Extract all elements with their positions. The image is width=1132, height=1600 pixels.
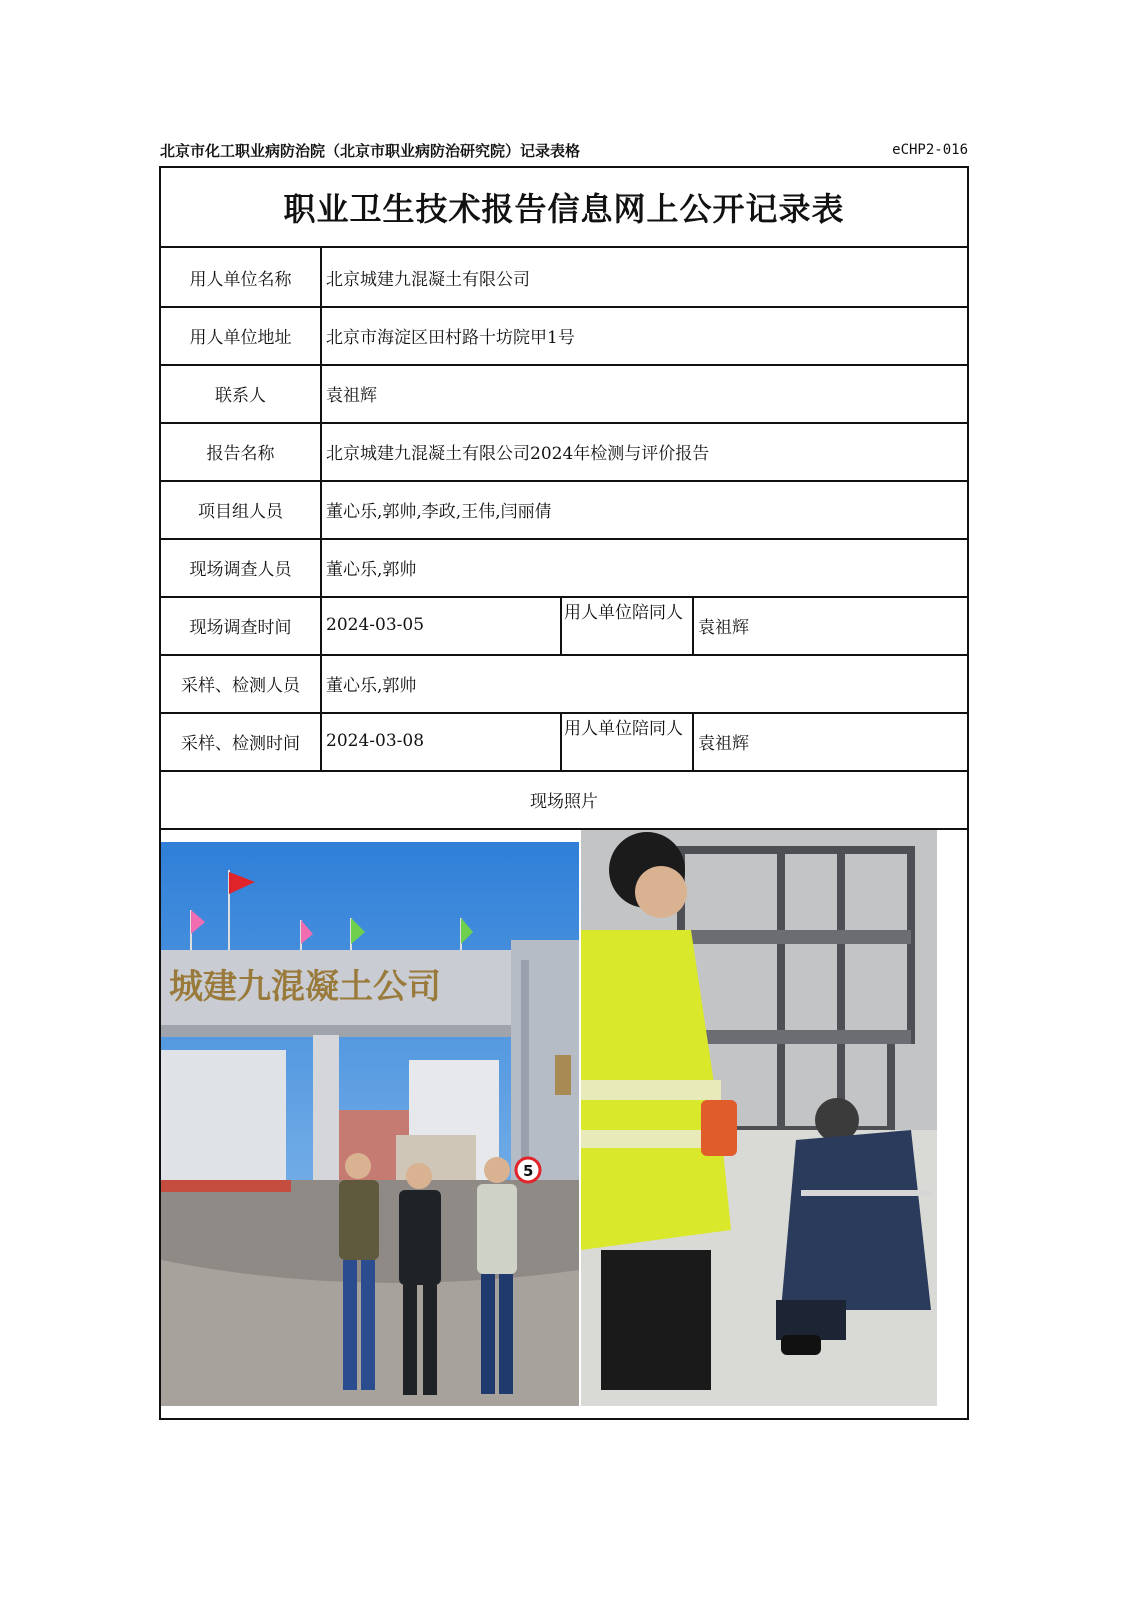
row-value: 董心乐,郭帅: [326, 675, 417, 696]
row-value: 2024-03-05: [324, 596, 562, 654]
workshop-photo-image: [581, 830, 937, 1406]
row-value: 董心乐,郭帅,李政,王伟,闫丽倩: [326, 501, 552, 522]
row-label: 项目组人员: [161, 480, 322, 538]
row-label: 采样、检测时间: [161, 712, 322, 770]
row-sub-value: 袁祖辉: [698, 733, 749, 754]
row-survey-date: [161, 596, 967, 656]
row-report-name: [161, 422, 967, 482]
row-project-team: [161, 480, 967, 540]
row-sub-value: 袁祖辉: [698, 617, 749, 638]
workshop-photo: [581, 830, 937, 1406]
form-title: 职业卫生技术报告信息网上公开记录表: [283, 190, 845, 228]
photo-section-label: 现场照片: [161, 770, 967, 830]
gate-photo: [161, 830, 579, 1406]
row-survey-staff: [161, 538, 967, 598]
row-label: 现场调查人员: [161, 538, 322, 596]
row-value: 北京城建九混凝土有限公司: [326, 269, 530, 290]
row-label: 报告名称: [161, 422, 322, 480]
row-label: 用人单位名称: [161, 248, 322, 306]
row-contact-person: [161, 364, 967, 424]
row-sub-label: 用人单位陪同人: [562, 712, 694, 770]
row-value: 2024-03-08: [324, 712, 562, 770]
row-label: 用人单位地址: [161, 306, 322, 364]
row-value: 袁祖辉: [326, 385, 377, 406]
organization-name: 北京市化工职业病防治院（北京市职业病防治研究院）记录表格: [160, 142, 581, 160]
site-photos: [161, 830, 967, 1406]
row-value: 北京市海淀区田村路十坊院甲1号: [326, 327, 575, 348]
row-sampling-staff: [161, 654, 967, 714]
gate-photo-image: [161, 830, 579, 1406]
row-value: 北京城建九混凝土有限公司2024年检测与评价报告: [326, 443, 710, 464]
row-label: 采样、检测人员: [161, 654, 322, 712]
row-value: 董心乐,郭帅: [326, 559, 417, 580]
row-employer-name: [161, 248, 967, 308]
row-label: 联系人: [161, 364, 322, 422]
row-employer-address: [161, 306, 967, 366]
form-title-row: [161, 168, 967, 248]
row-sampling-date: [161, 712, 967, 772]
speed-sign-text: 5: [523, 1162, 534, 1180]
document-header: [160, 140, 968, 162]
row-sub-label: 用人单位陪同人: [562, 596, 694, 654]
row-label: 现场调查时间: [161, 596, 322, 654]
gate-sign-text: 城建九混凝土公司: [169, 967, 441, 1007]
form-code: eCHP2-016: [892, 142, 968, 158]
record-form: [159, 166, 969, 1420]
